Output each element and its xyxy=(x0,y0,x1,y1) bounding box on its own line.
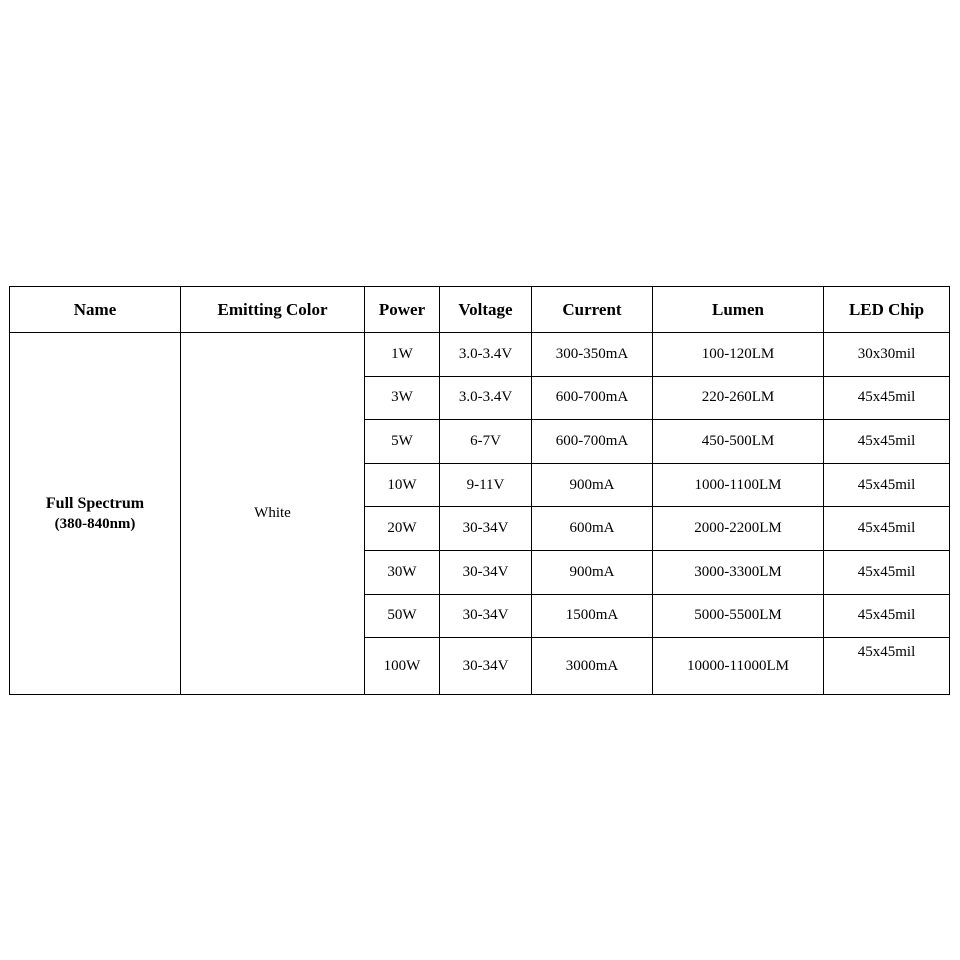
current-cell: 300-350mA xyxy=(532,333,653,377)
voltage-cell: 3.0-3.4V xyxy=(440,376,532,420)
power-cell: 100W xyxy=(365,638,440,695)
header-current: Current xyxy=(532,287,653,333)
power-cell: 50W xyxy=(365,594,440,638)
lumen-cell: 220-260LM xyxy=(653,376,824,420)
header-lumen: Lumen xyxy=(653,287,824,333)
lumen-cell: 2000-2200LM xyxy=(653,507,824,551)
chip-cell: 45x45mil xyxy=(824,420,950,464)
power-cell: 30W xyxy=(365,550,440,594)
chip-cell: 45x45mil xyxy=(824,463,950,507)
lumen-cell: 1000-1100LM xyxy=(653,463,824,507)
name-line-2: (380-840nm) xyxy=(54,515,136,532)
header-voltage: Voltage xyxy=(440,287,532,333)
voltage-cell: 30-34V xyxy=(440,594,532,638)
power-cell: 10W xyxy=(365,463,440,507)
lumen-cell: 100-120LM xyxy=(653,333,824,377)
current-cell: 900mA xyxy=(532,550,653,594)
current-cell: 600-700mA xyxy=(532,376,653,420)
header-power: Power xyxy=(365,287,440,333)
power-cell: 3W xyxy=(365,376,440,420)
power-cell: 5W xyxy=(365,420,440,464)
lumen-cell: 3000-3300LM xyxy=(653,550,824,594)
current-cell: 600mA xyxy=(532,507,653,551)
voltage-cell: 3.0-3.4V xyxy=(440,333,532,377)
header-name: Name xyxy=(10,287,181,333)
name-cell xyxy=(10,333,181,695)
table-row xyxy=(10,333,950,377)
voltage-cell: 30-34V xyxy=(440,550,532,594)
chip-cell: 45x45mil xyxy=(824,376,950,420)
chip-cell: 45x45mil xyxy=(824,594,950,638)
spec-table xyxy=(9,286,950,695)
chip-cell: 45x45mil xyxy=(824,638,950,695)
current-cell: 900mA xyxy=(532,463,653,507)
emitting-color-cell: White xyxy=(181,333,365,695)
voltage-cell: 30-34V xyxy=(440,507,532,551)
lumen-cell: 450-500LM xyxy=(653,420,824,464)
power-cell: 20W xyxy=(365,507,440,551)
voltage-cell: 6-7V xyxy=(440,420,532,464)
chip-cell: 30x30mil xyxy=(824,333,950,377)
lumen-cell: 10000-11000LM xyxy=(653,638,824,695)
voltage-cell: 9-11V xyxy=(440,463,532,507)
lumen-cell: 5000-5500LM xyxy=(653,594,824,638)
name-line-1: Full Spectrum xyxy=(45,494,145,512)
current-cell: 1500mA xyxy=(532,594,653,638)
header-row xyxy=(10,287,950,333)
current-cell: 3000mA xyxy=(532,638,653,695)
power-cell: 1W xyxy=(365,333,440,377)
header-emitting-color: Emitting Color xyxy=(181,287,365,333)
chip-cell: 45x45mil xyxy=(824,550,950,594)
header-led-chip: LED Chip xyxy=(824,287,950,333)
voltage-cell: 30-34V xyxy=(440,638,532,695)
current-cell: 600-700mA xyxy=(532,420,653,464)
chip-cell: 45x45mil xyxy=(824,507,950,551)
